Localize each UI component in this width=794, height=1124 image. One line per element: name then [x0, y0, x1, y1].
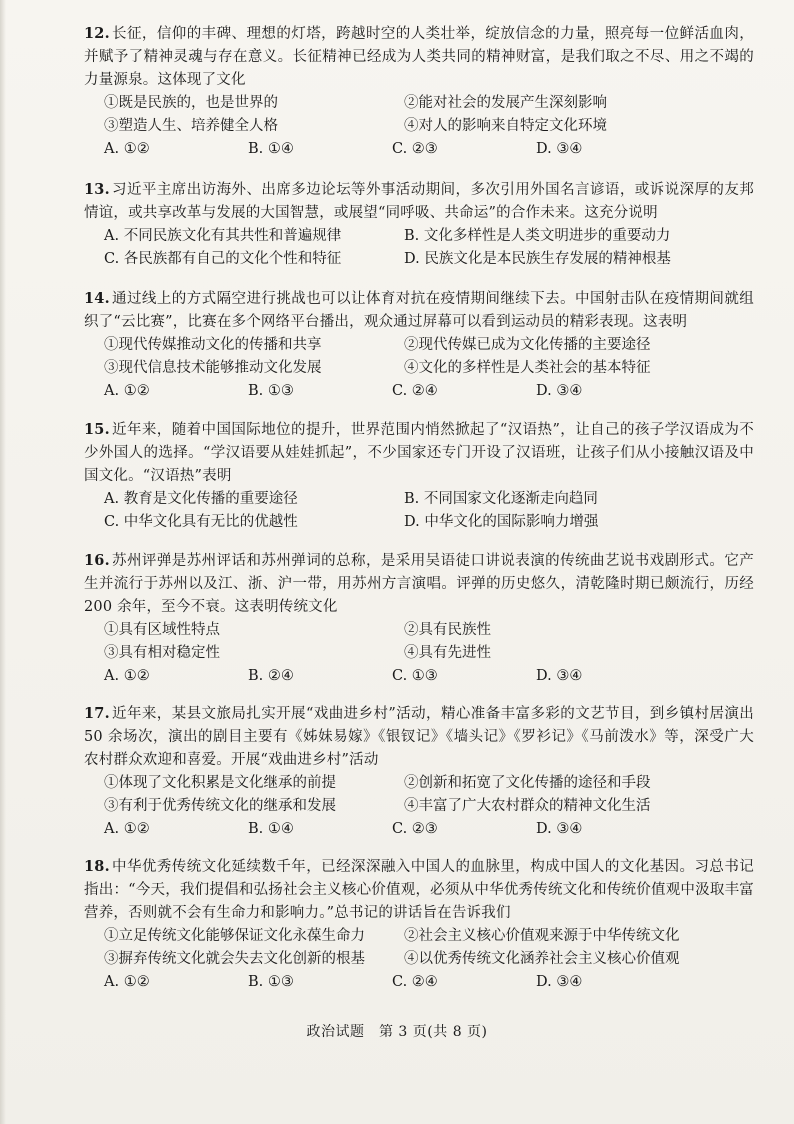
choice-row — [104, 380, 754, 403]
choice-c: C. ①③ — [392, 668, 438, 684]
statement-row — [104, 115, 754, 138]
statement-row — [104, 334, 754, 357]
choice-row — [104, 665, 754, 688]
question-text: 近年来，某县文旅局扎实开展“戏曲进乡村”活动，精心准备丰富多彩的文艺节目，到乡镇村居演出 50 余场次，演出的剧目主要有《姊妹易嫁》《银钗记》《墙头记》《罗衫记》《马前泼水》等，深受广大农村群众欢迎和喜爱。开展“戏曲进乡村”活动 — [84, 706, 754, 768]
statement-4: ④丰富了广大农村群众的精神文化生活 — [404, 798, 651, 814]
statement-row — [104, 92, 754, 115]
choice-row — [104, 971, 754, 994]
choice-a: A. ①② — [104, 974, 150, 990]
option-a: A. 教育是文化传播的重要途径 — [104, 491, 298, 507]
choice-row — [104, 818, 754, 841]
statement-4: ④对人的影响来自特定文化环境 — [404, 118, 607, 134]
question-stem — [84, 702, 754, 772]
statement-row — [104, 772, 754, 795]
question-number: 16. — [84, 552, 110, 569]
statement-1: ①立足传统文化能够保证文化永葆生命力 — [104, 928, 365, 944]
question-15 — [84, 418, 754, 534]
statement-row — [104, 948, 754, 971]
statement-2: ②现代传媒已成为文化传播的主要途径 — [404, 337, 651, 353]
statement-1: ①体现了文化积累是文化继承的前提 — [104, 775, 336, 791]
choice-a: A. ①② — [104, 141, 150, 157]
statement-1: ①现代传媒推动文化的传播和共享 — [104, 337, 322, 353]
question-stem — [84, 22, 754, 92]
question-text: 苏州评弹是苏州评话和苏州弹词的总称，是采用吴语徒口讲说表演的传统曲艺说书戏剧形式。它产生并流行于苏州以及江、浙、沪一带，用苏州方言演唱。评弹的历史悠久，清乾隆时期已颇流行，历经 200 余年，至今不衰。这表明传统文化 — [84, 553, 754, 615]
page-footer: 政治试题 第 3 页(共 8 页) — [306, 1024, 488, 1040]
choice-b: B. ①③ — [248, 383, 294, 399]
choice-a: A. ①② — [104, 383, 150, 399]
statement-4: ④具有先进性 — [404, 645, 491, 661]
statement-1: ①具有区域性特点 — [104, 622, 220, 638]
question-stem — [84, 178, 754, 225]
choice-b: B. ①④ — [248, 821, 294, 837]
page-edge-shadow — [0, 0, 6, 1124]
statement-2: ②能对社会的发展产生深刻影响 — [404, 95, 607, 111]
choice-c: C. ②④ — [392, 974, 438, 990]
question-stem — [84, 855, 754, 925]
statement-row — [104, 357, 754, 380]
choice-c: C. ②③ — [392, 821, 438, 837]
statement-2: ②具有民族性 — [404, 622, 491, 638]
question-number: 18. — [84, 858, 110, 875]
choice-a: A. ①② — [104, 668, 150, 684]
statement-3: ③塑造人生、培养健全人格 — [104, 118, 278, 134]
choice-d: D. ③④ — [536, 668, 583, 684]
question-17 — [84, 702, 754, 841]
question-number: 12. — [84, 25, 110, 42]
option-row — [104, 488, 754, 511]
choice-b: B. ①④ — [248, 141, 294, 157]
choice-c: C. ②③ — [392, 141, 438, 157]
statement-4: ④以优秀传统文化涵养社会主义核心价值观 — [404, 951, 680, 967]
statement-3: ③具有相对稳定性 — [104, 645, 220, 661]
choice-d: D. ③④ — [536, 974, 583, 990]
question-12 — [84, 22, 754, 161]
choice-d: D. ③④ — [536, 821, 583, 837]
question-stem — [84, 287, 754, 334]
question-18 — [84, 855, 754, 994]
statement-2: ②社会主义核心价值观来源于中华传统文化 — [404, 928, 680, 944]
option-row — [104, 225, 754, 248]
statement-3: ③摒弃传统文化就会失去文化创新的根基 — [104, 951, 365, 967]
option-a: A. 不同民族文化有其共性和普遍规律 — [104, 228, 342, 244]
statement-4: ④文化的多样性是人类社会的基本特征 — [404, 360, 651, 376]
statement-2: ②创新和拓宽了文化传播的途径和手段 — [404, 775, 651, 791]
statement-1: ①既是民族的，也是世界的 — [104, 95, 278, 111]
question-stem — [84, 418, 754, 488]
question-text: 习近平主席出访海外、出席多边论坛等外事活动期间，多次引用外国名言谚语，或诉说深厚的友邦情谊，或共享改革与发展的大国智慧，或展望“同呼吸、共命运”的合作未来。这充分说明 — [84, 182, 754, 221]
choice-c: C. ②④ — [392, 383, 438, 399]
option-b: B. 不同国家文化逐渐走向趋同 — [404, 491, 598, 507]
question-14 — [84, 287, 754, 403]
statement-row — [104, 642, 754, 665]
question-number: 13. — [84, 181, 110, 198]
question-number: 14. — [84, 290, 110, 307]
statement-row — [104, 795, 754, 818]
question-text: 通过线上的方式隔空进行挑战也可以让体育对抗在疫情期间继续下去。中国射击队在疫情期间就组织了“云比赛”，比赛在多个网络平台播出，观众通过屏幕可以看到运动员的精彩表现。这表明 — [84, 291, 754, 330]
choice-a: A. ①② — [104, 821, 150, 837]
question-number: 15. — [84, 421, 110, 438]
choice-b: B. ①③ — [248, 974, 294, 990]
question-number: 17. — [84, 705, 110, 722]
question-text: 长征，信仰的丰碑、理想的灯塔，跨越时空的人类壮举，绽放信念的力量，照亮每一位鲜活血肉，并赋予了精神灵魂与存在意义。长征精神已经成为人类共同的精神财富，是我们取之不尽、用之不竭的力量源泉。这体现了文化 — [84, 26, 754, 88]
statement-3: ③现代信息技术能够推动文化发展 — [104, 360, 322, 376]
choice-b: B. ②④ — [248, 668, 294, 684]
statement-3: ③有利于优秀传统文化的继承和发展 — [104, 798, 336, 814]
choice-d: D. ③④ — [536, 141, 583, 157]
question-stem — [84, 549, 754, 619]
option-b: B. 文化多样性是人类文明进步的重要动力 — [404, 228, 671, 244]
question-text: 中华优秀传统文化延续数千年，已经深深融入中国人的血脉里，构成中国人的文化基因。习总书记指出：“今天，我们提倡和弘扬社会主义核心价值观，必须从中华优秀传统文化和传统价值观中汲取丰富营养，否则就不会有生命力和影响力。”总书记的讲话旨在告诉我们 — [84, 859, 754, 921]
question-16 — [84, 549, 754, 688]
option-d: D. 中华文化的国际影响力增强 — [404, 514, 599, 530]
option-c: C. 各民族都有自己的文化个性和特征 — [104, 251, 342, 267]
question-13 — [84, 178, 754, 271]
choice-d: D. ③④ — [536, 383, 583, 399]
option-c: C. 中华文化具有无比的优越性 — [104, 514, 298, 530]
option-d: D. 民族文化是本民族生存发展的精神根基 — [404, 251, 671, 267]
question-text: 近年来，随着中国国际地位的提升，世界范围内悄然掀起了“汉语热”，让自己的孩子学汉语成为不少外国人的选择。“学汉语要从娃娃抓起”，不少国家还专门开设了汉语班，让孩子们从小接触汉语及中国文化。“汉语热”表明 — [84, 422, 754, 484]
choice-row — [104, 138, 754, 161]
statement-row — [104, 925, 754, 948]
option-row — [104, 511, 754, 534]
statement-row — [104, 619, 754, 642]
option-row — [104, 248, 754, 271]
